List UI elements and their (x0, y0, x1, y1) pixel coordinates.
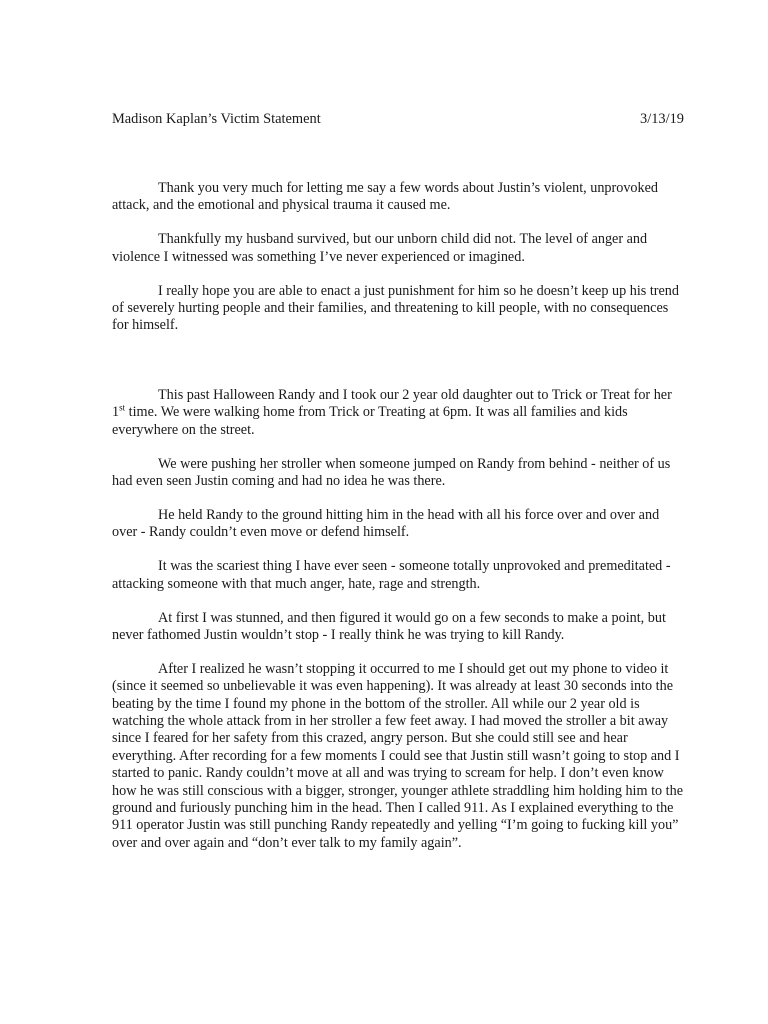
paragraph-held-ground: He held Randy to the ground hitting him in the head with all his force over and over and over - Randy couldn’t even move or defend himself. (112, 506, 660, 541)
paragraph-video: After I realized he wasn’t stopping it occurred to me I should get out my phone to video it (since it seemed so unbelievable it was even happening). It was already at least 30 seconds into the beating by the time I found my phone in the bottom of the stroller. All while our 2 year old is watching the whole attack from in her stroller a few feet away. I had moved the stroller a bit away since I feared for her safety from this crazed, angry person. But she could still see and hear everything. After recording for a few moments I could see that Justin still wasn’t going to stop and I started to panic. Randy couldn’t move at all and was trying to scream for help. I don’t even know how he was still conscious with a bigger, stronger, younger athlete straddling him holding him to the ground and furiously punching him in the head. Then I called 911. As I explained everything to the 911 operator Justin was still punching Randy repeatedly and yelling “I’m going to fucking kill you” over and over again and “don’t ever talk to my family again”. (112, 660, 683, 851)
halloween-text-before: This past Halloween Randy and I took our 2 year old daughter out to Trick or Treat for her 1 (112, 386, 672, 421)
document-date: 3/13/19 (640, 111, 684, 127)
paragraph-unborn-child: Thankfully my husband survived, but our unborn child did not. The level of anger and violence I witnessed was something I’ve never experienced or imagined. (112, 231, 648, 265)
halloween-text-after: time. We were walking home from Trick or Treating at 6pm. It was all families and kids everywhere on the street. (112, 404, 628, 438)
document-title: Madison Kaplan’s Victim Statement (112, 111, 321, 127)
document-body (112, 180, 684, 869)
paragraph-stunned: At first I was stunned, and then figured it would go on a few seconds to make a point, but never fathomed Justin wouldn’t stop - I really think he was trying to kill Randy. (112, 609, 666, 643)
paragraph-stroller: We were pushing her stroller when someone jumped on Randy from behind - neither of us had even seen Justin coming and had no idea he was there. (112, 455, 671, 489)
paragraph-halloween (112, 387, 684, 439)
paragraph-punishment: I really hope you are able to enact a just punishment for him so he doesn’t keep up his trend of severely hurting people and their families, and threatening to kill people, with no consequences for himself. (112, 282, 679, 334)
paragraph-scariest: It was the scariest thing I have ever seen - someone totally unprovoked and premeditated - attacking someone with that much anger, hate, rage and strength. (112, 558, 671, 592)
halloween-superscript: st (119, 402, 126, 413)
paragraph-intro: Thank you very much for letting me say a few words about Justin’s violent, unprovoked attack, and the emotional and physical trauma it caused me. (112, 180, 659, 214)
